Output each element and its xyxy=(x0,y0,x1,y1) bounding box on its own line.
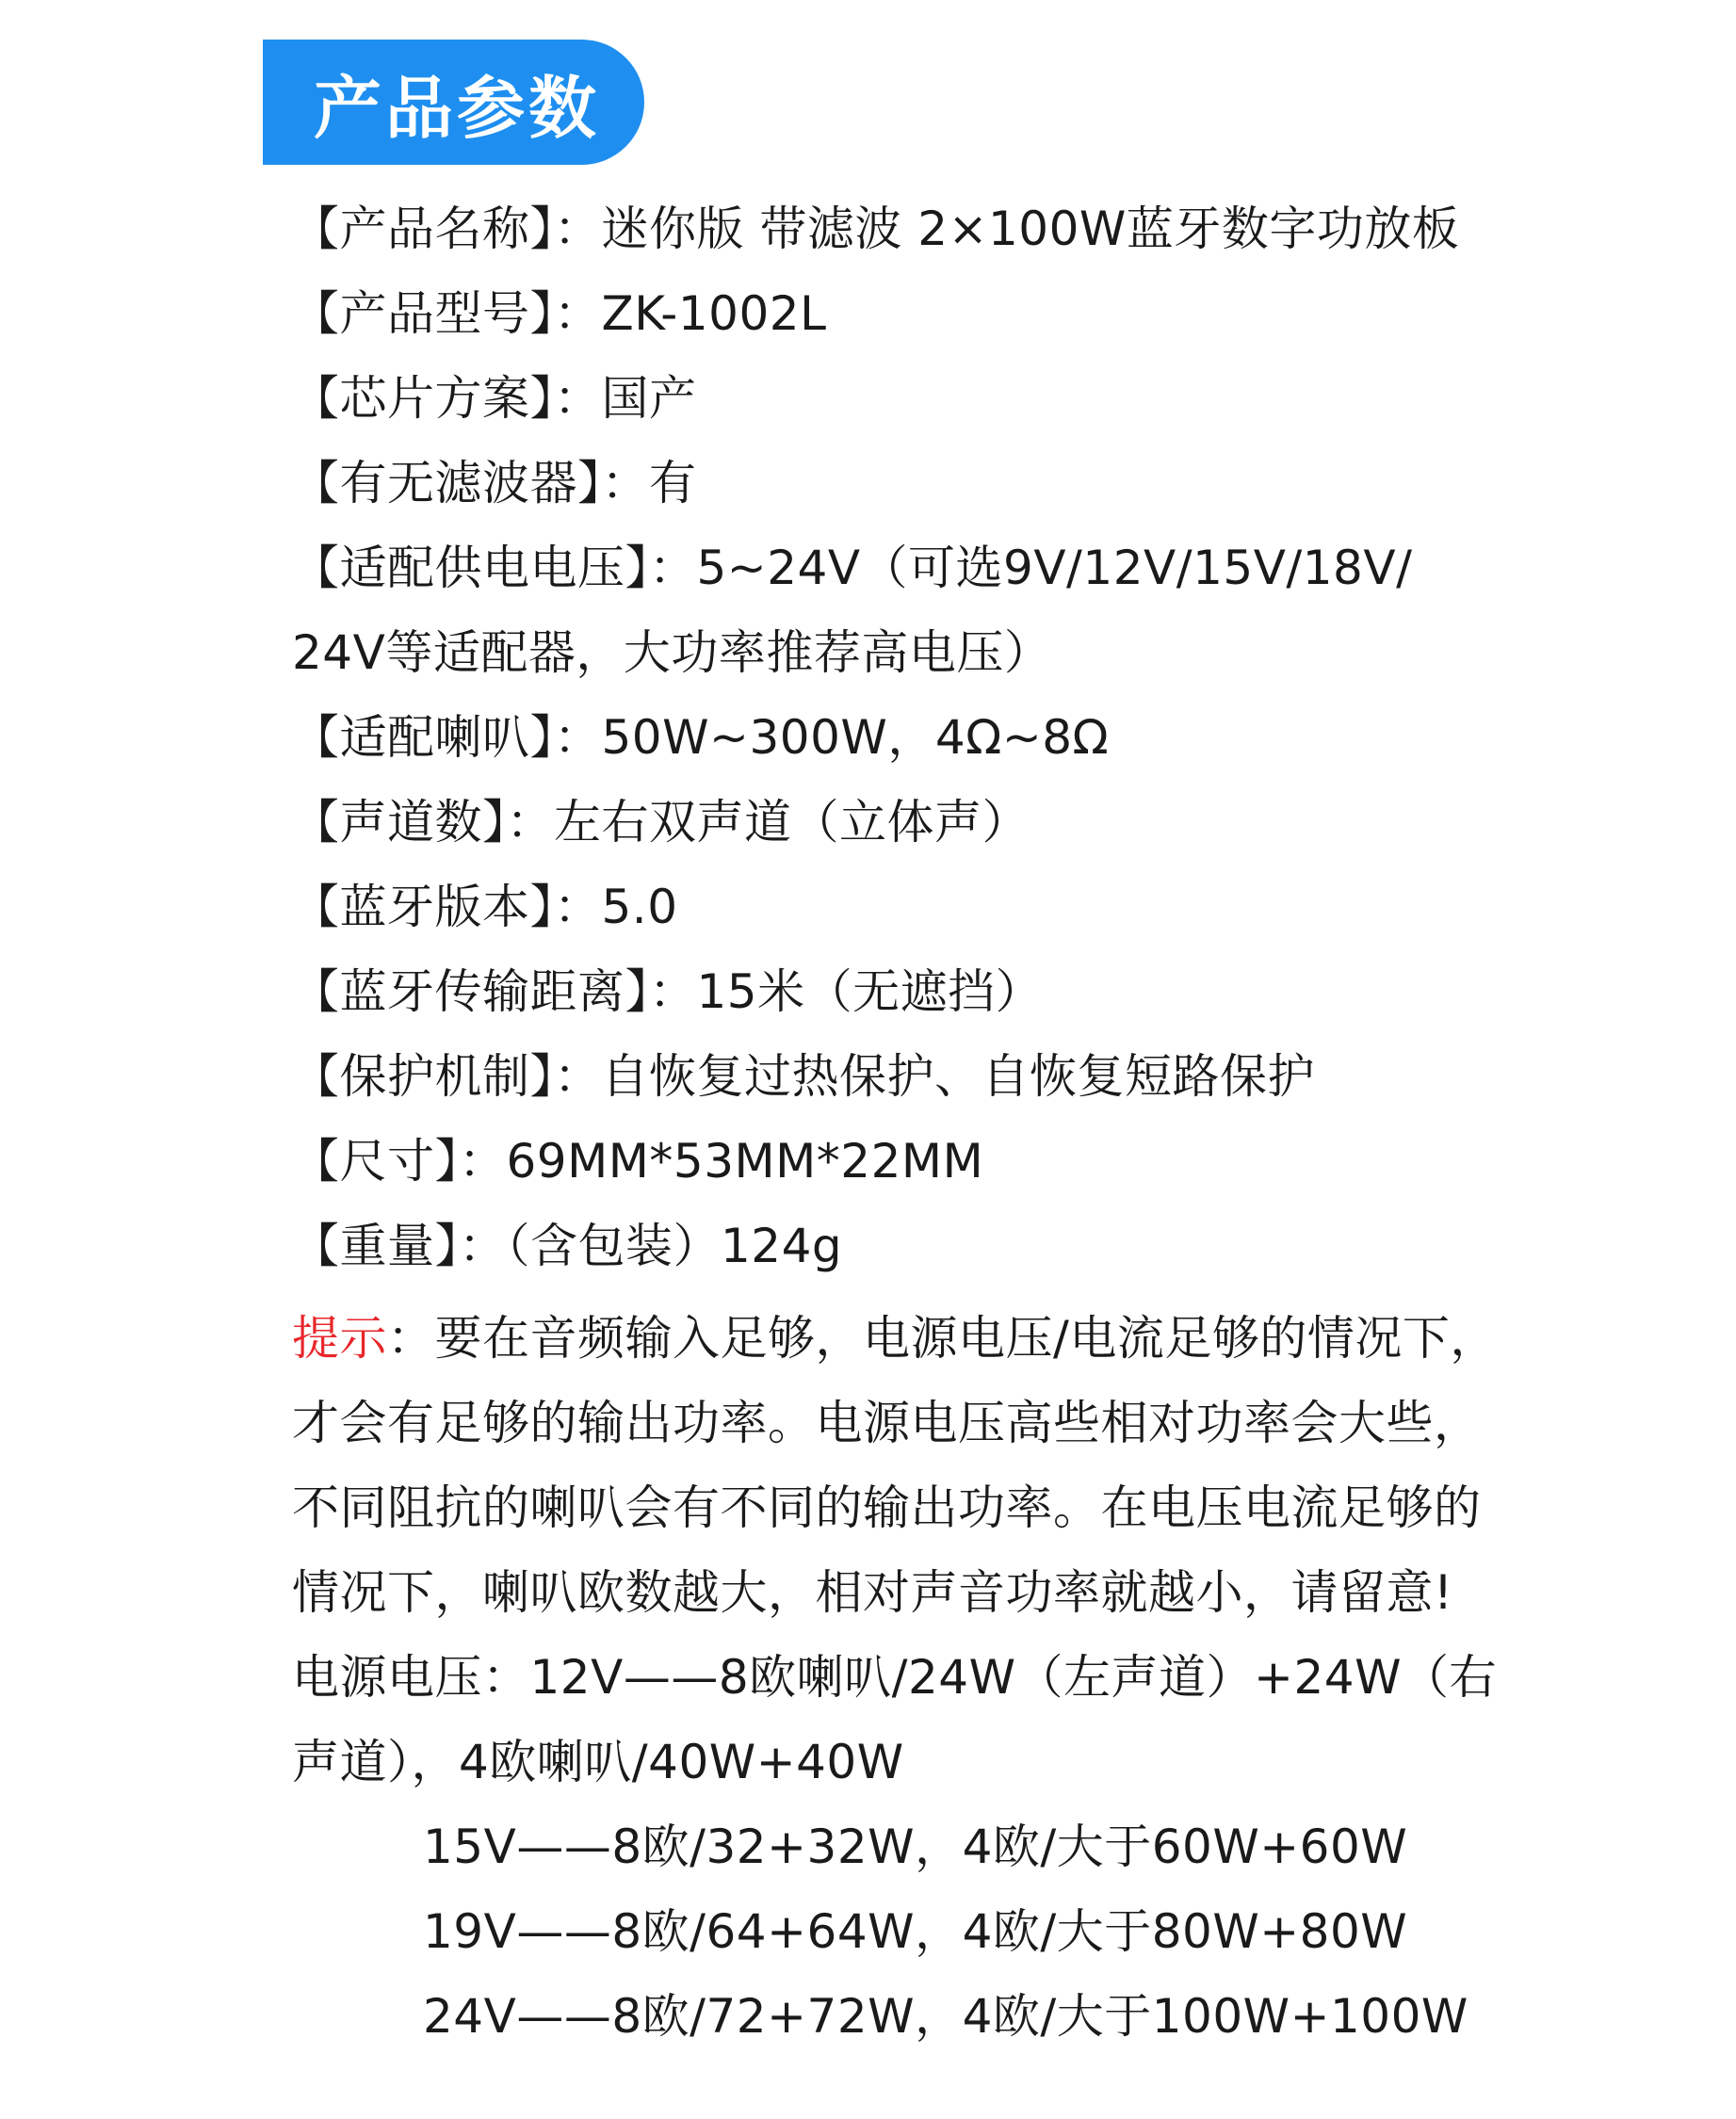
spec-label: 【重量】： xyxy=(292,1219,507,1273)
spec-label: 【蓝牙传输距离】： xyxy=(292,964,697,1019)
spec-value: 69MM*53MM*22MM xyxy=(506,1134,984,1189)
spec-label: 【有无滤波器】： xyxy=(292,456,649,510)
spec-label: 【产品名称】： xyxy=(292,202,602,256)
spec-value: 50W~300W，4Ω~8Ω xyxy=(601,710,1110,765)
section-title: 产品参数 xyxy=(314,68,601,148)
note-line: 声道），4欧喇叭/40W+40W xyxy=(292,1735,904,1789)
spec-value: 自恢复过热保护、自恢复短路保护 xyxy=(601,1049,1315,1104)
spec-row-bluetooth-range xyxy=(292,949,1479,1034)
spec-value: 24V等适配器，大功率推荐高电压） xyxy=(292,625,1052,680)
voltage-row: 15V——8欧/32+32W，4欧/大于60W+60W xyxy=(423,1820,1408,1874)
spec-row-product-name xyxy=(292,186,1479,271)
spec-row-filter xyxy=(292,441,1479,526)
spec-row-weight xyxy=(292,1204,1479,1288)
spec-row-speaker xyxy=(292,695,1479,780)
spec-value: （含包装）124g xyxy=(506,1219,843,1273)
voltage-row: 24V——8欧/72+72W，4欧/大于100W+100W xyxy=(423,1989,1468,2044)
spec-value: 5~24V（可选9V/12V/15V/18V/ xyxy=(696,541,1413,595)
spec-value: 15米（无遮挡） xyxy=(696,964,1044,1019)
spec-label: 【适配喇叭】： xyxy=(292,710,602,765)
spec-list xyxy=(292,186,1498,2059)
spec-label: 【声道数】： xyxy=(292,795,554,849)
spec-row-chip xyxy=(292,356,1479,441)
spec-row-bluetooth-version xyxy=(292,865,1479,949)
spec-label: 【保护机制】： xyxy=(292,1049,602,1104)
spec-value: 迷你版 带滤波 2×100W蓝牙数字功放板 xyxy=(601,202,1460,256)
spec-label: 【适配供电电压】： xyxy=(292,541,697,595)
spec-value: 左右双声道（立体声） xyxy=(554,795,1030,849)
note-line: 不同阻抗的喇叭会有不同的输出功率。在电压电流足够的 xyxy=(292,1480,1482,1535)
spec-row-size xyxy=(292,1119,1479,1204)
note-line: 电源电压：12V——8欧喇叭/24W（左声道）+24W（右 xyxy=(292,1650,1498,1705)
spec-value: 有 xyxy=(649,456,697,510)
voltage-row: 19V——8欧/64+64W，4欧/大于80W+80W xyxy=(423,1904,1408,1959)
spec-label: 【蓝牙版本】： xyxy=(292,880,602,934)
note-block xyxy=(292,1296,1498,2059)
spec-row-voltage xyxy=(292,526,1479,610)
section-header-tab xyxy=(263,40,644,165)
spec-label: 【尺寸】： xyxy=(292,1134,507,1189)
spec-label: 【产品型号】： xyxy=(292,286,602,341)
note-line: 才会有足够的输出功率。电源电压高些相对功率会大些， xyxy=(292,1396,1482,1450)
note-line xyxy=(292,1296,1498,1381)
note-label: 提示 xyxy=(292,1311,387,1366)
spec-value: 国产 xyxy=(601,371,697,426)
spec-row-model xyxy=(292,271,1479,356)
spec-value: 5.0 xyxy=(601,880,678,934)
spec-label: 【芯片方案】： xyxy=(292,371,602,426)
spec-row-voltage-continued xyxy=(292,610,1479,695)
note-line: 情况下，喇叭欧数越大，相对声音功率就越小，请留意! xyxy=(292,1565,1453,1620)
spec-row-protection xyxy=(292,1034,1479,1119)
spec-value: ZK-1002L xyxy=(601,286,827,341)
spec-row-channels xyxy=(292,780,1479,865)
note-text: ：要在音频输入足够，电源电压/电流足够的情况下， xyxy=(387,1311,1498,1366)
